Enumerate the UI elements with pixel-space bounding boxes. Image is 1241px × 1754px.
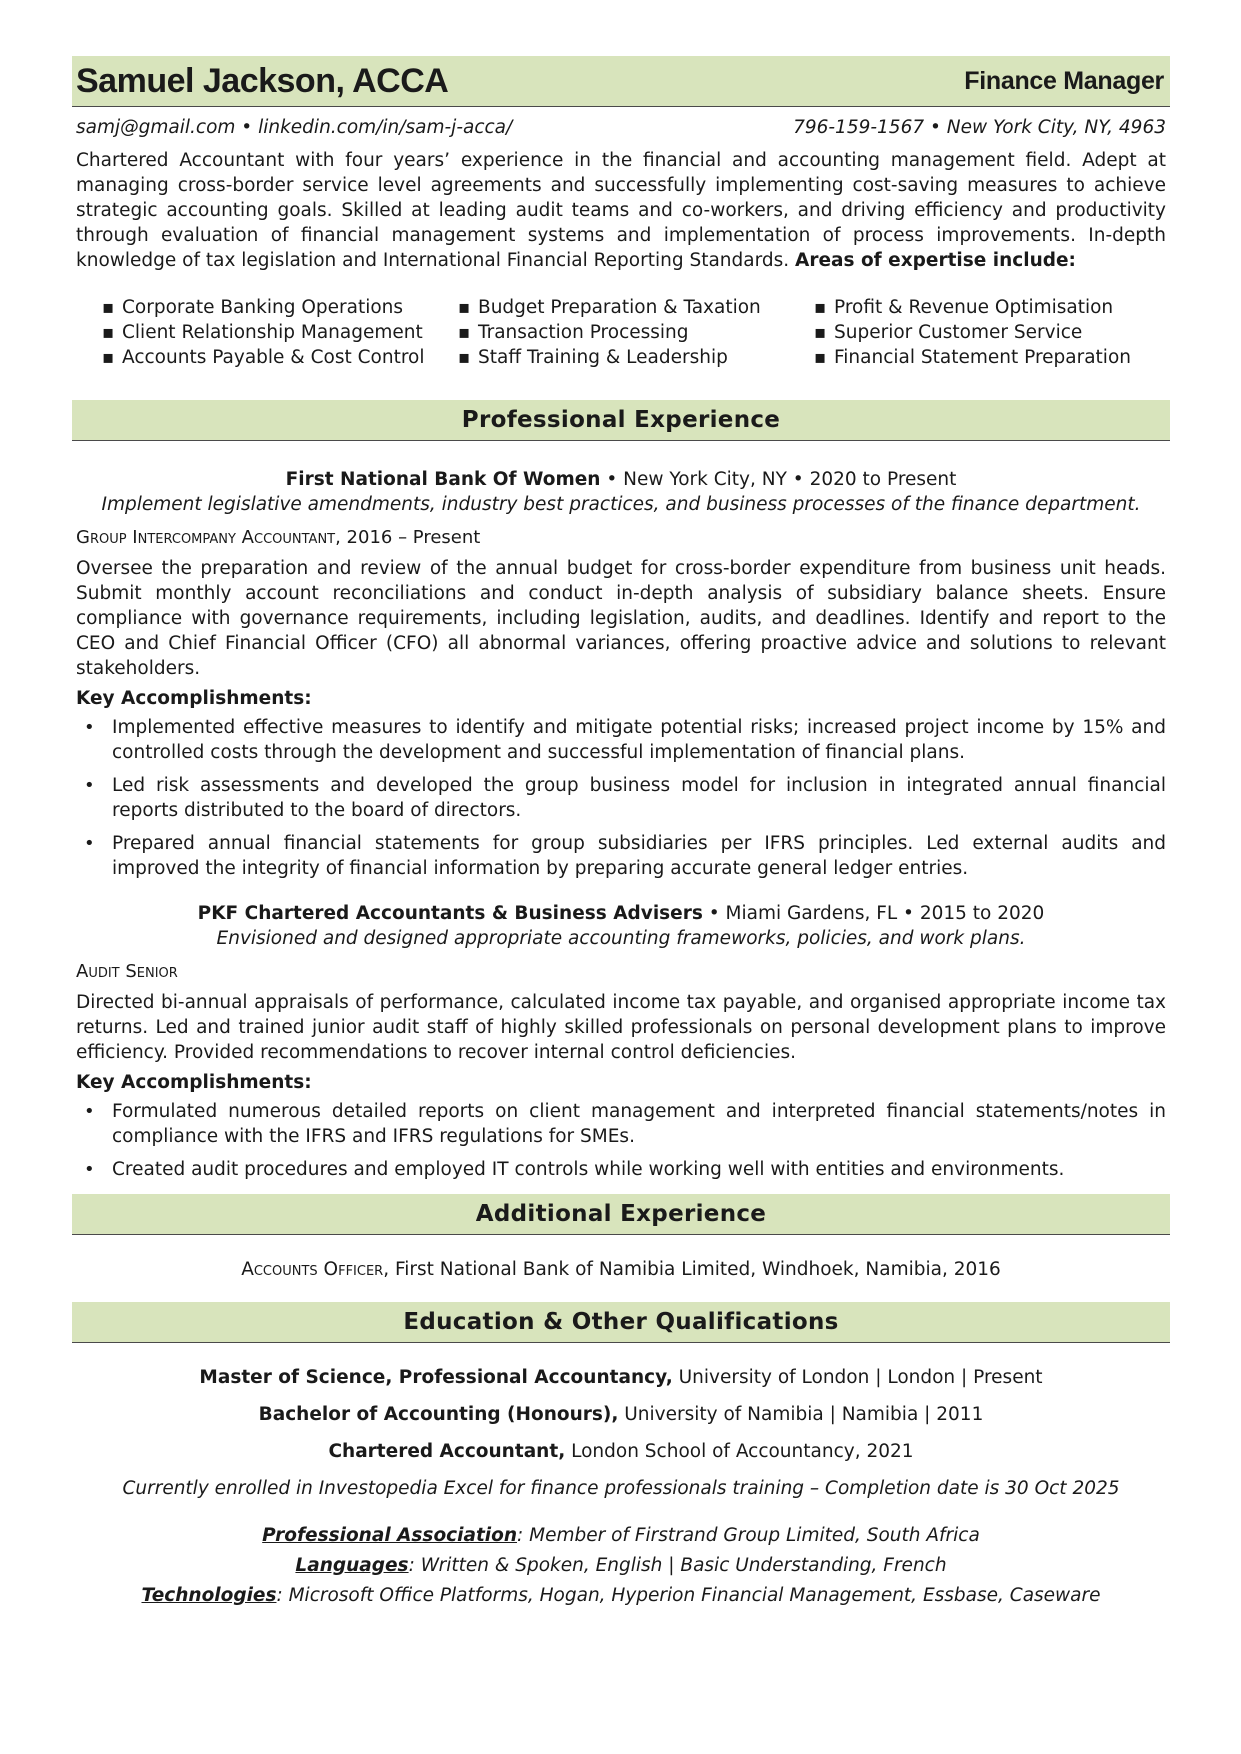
expertise-item: ▪ Client Relationship Management xyxy=(102,320,458,345)
job-title: Finance Manager xyxy=(964,66,1164,95)
company-description: Implement legislative amendments, industry best practices, and business processes of the finance department. xyxy=(101,494,1141,515)
accomplishment-item: • Prepared annual financial statements for group subsidiaries per IFRS principles. Led external audits and improved the integrity of financial information by preparing accurate general ledger entries. xyxy=(72,831,1170,881)
accomplishment-item: • Formulated numerous detailed reports on client management and interpreted financial statements/notes in compliance with the IFRS and IFRS regulations for SMEs. xyxy=(72,1099,1170,1149)
accomplishment-list xyxy=(72,715,1170,881)
education-item xyxy=(72,1365,1170,1390)
additional-details: , First National Bank of Namibia Limited, Windhoek, Namibia, 2016 xyxy=(383,1259,1001,1280)
expertise-item: ▪ Corporate Banking Operations xyxy=(102,295,458,320)
resume-page xyxy=(72,56,1170,1608)
current-training: Currently enrolled in Investopedia Excel for finance professionals training – Completion date is 30 Oct 2025 xyxy=(122,1478,1120,1499)
education-item xyxy=(72,1402,1170,1427)
role-title: Group Intercompany Accountant xyxy=(76,527,336,548)
expertise-column xyxy=(814,295,1170,370)
section-heading-education: Education & Other Qualifications xyxy=(72,1302,1170,1343)
role-description: Oversee the preparation and review of the annual budget for cross-border expenditure from business unit heads. Submit monthly account reconciliations and conduct in-depth analysis of subsidiary balance sheets. Ensure compliance with governance requirements, including legislation, audits, and deadlines. Identify and report to the CEO and Chief Financial Officer (CFO) all abnormal variances, offering proactive advice and solutions to relevant stakeholders. xyxy=(76,558,1166,679)
additional-experience-line xyxy=(72,1257,1170,1282)
contact-email-linkedin: samj@gmail.com • linkedin.com/in/sam-j-acca/ xyxy=(76,117,513,138)
contact-phone-location: 796-159-1567 • New York City, NY, 4963 xyxy=(793,117,1166,138)
expertise-label: Areas of expertise include: xyxy=(795,250,1076,271)
job-location-dates: • Miami Gardens, FL • 2015 to 2020 xyxy=(702,903,1045,924)
expertise-item: ▪ Transaction Processing xyxy=(458,320,814,345)
job-entry xyxy=(72,901,1170,1182)
accomplishment-item: • Led risk assessments and developed the group business model for inclusion in integrated annual financial reports distributed to the board of directors. xyxy=(72,773,1170,823)
degree: Bachelor of Accounting (Honours), xyxy=(258,1404,619,1425)
company-name: PKF Chartered Accountants & Business Advisers xyxy=(197,903,703,924)
candidate-name: Samuel Jackson, ACCA xyxy=(76,61,449,100)
expertise-column xyxy=(458,295,814,370)
degree: Chartered Accountant, xyxy=(328,1441,566,1462)
accomplishment-item: • Created audit procedures and employed IT controls while working well with entities and environments. xyxy=(72,1157,1170,1182)
expertise-item: ▪ Accounts Payable & Cost Control xyxy=(102,345,458,370)
additional-role: Accounts Officer xyxy=(241,1259,384,1280)
extra-text: : Written & Spoken, English | Basic Understanding, French xyxy=(408,1555,947,1576)
expertise-item: ▪ Staff Training & Leadership xyxy=(458,345,814,370)
section-heading-additional: Additional Experience xyxy=(72,1194,1170,1235)
expertise-item: ▪ Superior Customer Service xyxy=(814,320,1170,345)
extra-item xyxy=(72,1583,1170,1608)
professional-summary xyxy=(72,148,1170,273)
job-location-dates: • New York City, NY • 2020 to Present xyxy=(600,469,957,490)
expertise-item: ▪ Profit & Revenue Optimisation xyxy=(814,295,1170,320)
company-name: First National Bank Of Women xyxy=(285,469,601,490)
role-title: Audit Senior xyxy=(76,961,178,982)
extra-label: Languages xyxy=(295,1555,409,1576)
degree-institution: University of Namibia | Namibia | 2011 xyxy=(618,1404,984,1425)
additional-info xyxy=(72,1523,1170,1608)
expertise-item: ▪ Financial Statement Preparation xyxy=(814,345,1170,370)
key-accomplishments-label: Key Accomplishments: xyxy=(76,1072,312,1093)
accomplishment-item: • Implemented effective measures to identify and mitigate potential risks; increased project income by 15% and controlled costs through the development and successful implementation of financial plans. xyxy=(72,715,1170,765)
role-description: Directed bi-annual appraisals of performance, calculated income tax payable, and organised appropriate income tax returns. Led and trained junior audit staff of highly skilled professionals on personal development plans to improve efficiency. Provided recommendations to recover internal control deficiencies. xyxy=(76,992,1166,1063)
role-title-line xyxy=(72,959,1170,984)
section-heading-professional: Professional Experience xyxy=(72,400,1170,441)
job-entry xyxy=(72,467,1170,881)
job-company-line xyxy=(72,467,1170,492)
extra-label: Technologies xyxy=(141,1585,277,1606)
extra-label: Professional Association xyxy=(262,1525,518,1546)
summary-text: Chartered Accountant with four years’ experience in the financial and accounting management field. Adept at managing cross-border service level agreements and successfully implementing cost-saving measures to achieve strategic accounting goals. Skilled at leading audit teams and co-workers, and driving efficiency and productivity through evaluation of financial management systems and implementation of process improvements. In-depth knowledge of tax legislation and International Financial Reporting Standards. xyxy=(76,150,1166,271)
name-header xyxy=(72,56,1170,107)
expertise-item: ▪ Budget Preparation & Taxation xyxy=(458,295,814,320)
education-item xyxy=(72,1439,1170,1464)
expertise-column xyxy=(102,295,458,370)
extra-item xyxy=(72,1553,1170,1578)
contact-line xyxy=(72,117,1170,138)
company-description: Envisioned and designed appropriate accounting frameworks, policies, and work plans. xyxy=(216,928,1026,949)
degree: Master of Science, Professional Accountancy, xyxy=(199,1367,673,1388)
job-company-line xyxy=(72,901,1170,926)
extra-text: : Microsoft Office Platforms, Hogan, Hyperion Financial Management, Essbase, Caseware xyxy=(276,1585,1101,1606)
expertise-list xyxy=(72,295,1170,370)
accomplishment-list xyxy=(72,1099,1170,1182)
role-title-line xyxy=(72,525,1170,550)
degree-institution: London School of Accountancy, 2021 xyxy=(565,1441,914,1462)
role-dates: , 2016 – Present xyxy=(335,527,481,548)
degree-institution: University of London | London | Present xyxy=(672,1367,1043,1388)
extra-item xyxy=(72,1523,1170,1548)
education-list xyxy=(72,1365,1170,1501)
extra-text: : Member of Firstrand Group Limited, South Africa xyxy=(517,1525,980,1546)
key-accomplishments-label: Key Accomplishments: xyxy=(76,688,312,709)
